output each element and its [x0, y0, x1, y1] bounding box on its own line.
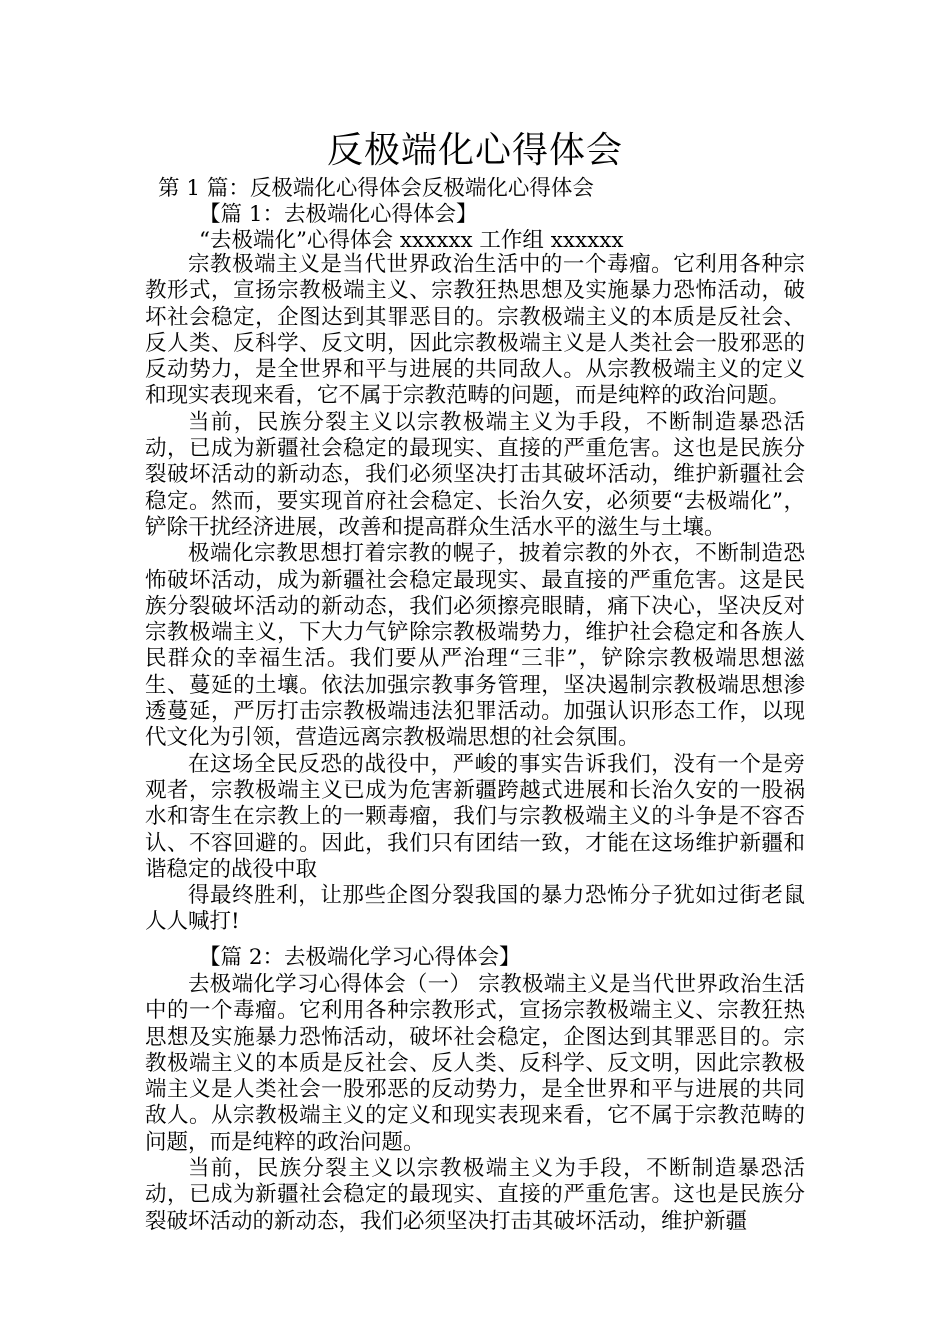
paragraph: 去极端化学习心得体会（一） 宗教极端主义是当代世界政治生活中的一个毒瘤。它利用各种宗教形式，宣扬宗教极端主义、宗教狂热思想及实施暴力恐怖活动，破坏社会稳定，企图达到其罪恶目的。宗教极端主义的本质是反社会、反人类、反科学、反文明，因此宗教极端主义是人类社会一股邪恶的反动势力，是全世界和平与进展的共同敌人。从宗教极端主义的定义和现实表现来看，它不属于宗教范畴的问题，而是纯粹的政治问题。: [145, 972, 805, 1155]
paragraph: 极端化宗教思想打着宗教的幌子，披着宗教的外衣，不断制造恐怖破坏活动，成为新疆社会稳定最现实、最直接的严重危害。这是民族分裂破坏活动的新动态，我们必须擦亮眼睛，痛下决心，坚决反对宗教极端主义，下大力气铲除宗教极端势力，维护社会稳定和各族人民群众的幸福生活。我们要从严治理“三非”，铲除宗教极端思想滋生、蔓延的土壤。依法加强宗教事务管理，坚决遏制宗教极端思想渗透蔓延，严厉打击宗教极端违法犯罪活动。加强认识形态工作，以现代文化为引领，营造远离宗教极端思想的社会氛围。: [145, 541, 805, 751]
section-2-heading: 【篇 2：去极端化学习心得体会】: [199, 945, 521, 970]
section-1-heading: 【篇 1：去极端化心得体会】: [199, 202, 478, 227]
paragraph: 宗教极端主义是当代世界政治生活中的一个毒瘤。它利用各种宗教形式，宣扬宗教极端主义、宗教狂热思想及实施暴力恐怖活动，破坏社会稳定，企图达到其罪恶目的。宗教极端主义的本质是反社会、反人类、反科学、反文明，因此宗教极端主义是人类社会一股邪恶的反动势力，是全世界和平与进展的共同敌人。从宗教极端主义的定义和现实表现来看，它不属于宗教范畴的问题，而是纯粹的政治问题。: [145, 252, 805, 409]
paragraph: 当前，民族分裂主义以宗教极端主义为手段，不断制造暴恐活动，已成为新疆社会稳定的最现实、直接的严重危害。这也是民族分裂破坏活动的新动态，我们必须坚决打击其破坏活动，维护新疆社会稳定。然而，要实现首府社会稳定、长治久安，必须要“去极端化”，铲除干扰经济进展，改善和提高群众生活水平的滋生与土壤。: [145, 409, 805, 540]
chapter-heading: 第 1 篇：反极端化心得体会反极端化心得体会: [158, 176, 594, 201]
author-line: “去极端化”心得体会 xxxxxx 工作组 xxxxxx: [199, 228, 624, 253]
document-title: 反极端化心得体会: [326, 130, 623, 171]
paragraph: 当前，民族分裂主义以宗教极端主义为手段，不断制造暴恐活动，已成为新疆社会稳定的最现实、直接的严重危害。这也是民族分裂破坏活动的新动态，我们必须坚决打击其破坏活动，维护新疆: [145, 1156, 805, 1234]
paragraph: 得最终胜利，让那些企图分裂我国的暴力恐怖分子犹如过街老鼠人人喊打!: [145, 883, 805, 935]
section-1-body: [145, 252, 805, 936]
paragraph: 在这场全民反恐的战役中，严峻的事实告诉我们，没有一个是旁观者，宗教极端主义已成为危害新疆跨越式进展和长治久安的一股祸水和寄生在宗教上的一颗毒瘤，我们与宗教极端主义的斗争是不容否认、不容回避的。因此，我们只有团结一致，才能在这场维护新疆和谐稳定的战役中取: [145, 751, 805, 882]
section-2-body: [145, 972, 805, 1235]
